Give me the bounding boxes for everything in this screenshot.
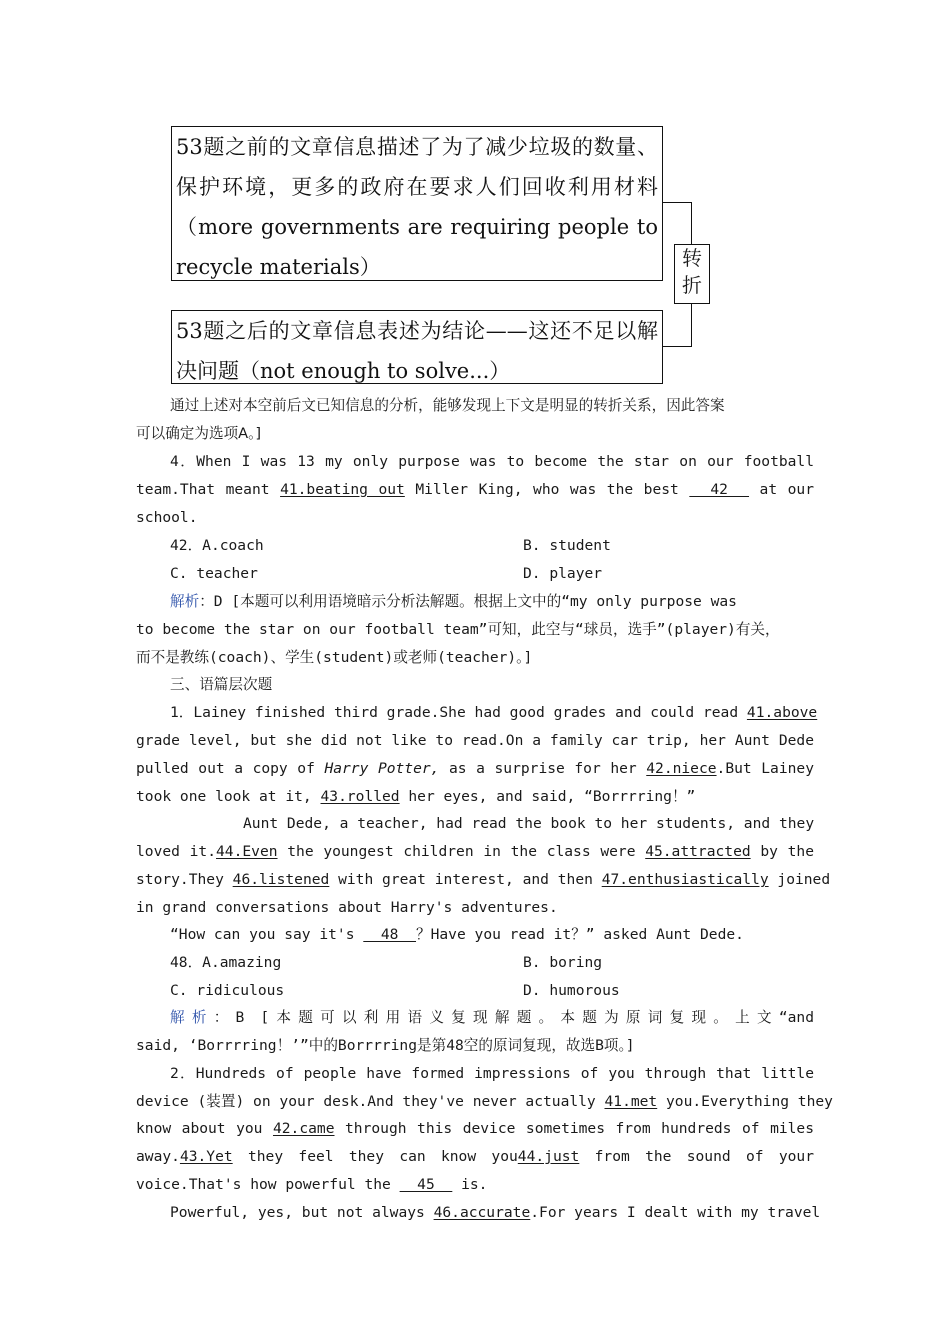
answer-45: 45.attracted	[645, 843, 751, 860]
answer-43: 43.rolled	[320, 788, 400, 805]
option-c: C. teacher	[170, 565, 258, 582]
analysis-label: 解析	[170, 593, 200, 610]
q4-line: team.That meant 41.beating out Miller King, who was the best 42 at our	[136, 481, 814, 498]
blank-42: 42	[689, 481, 750, 498]
p1-line: in grand conversations about Harry's adventures.	[136, 899, 558, 916]
analysis-line: 通过上述对本空前后文已知信息的分析，能够发现上下文是明显的转折关系，因此答案	[170, 397, 725, 414]
blank-45: 45	[399, 1176, 453, 1193]
diagram-bracket-bottom	[663, 304, 692, 347]
answer-42: 42.niece	[646, 760, 717, 777]
q4-line: 4．When I was 13 my only purpose was to become the star on our football	[170, 453, 814, 470]
answer-47: 47.enthusiastically	[601, 871, 769, 888]
answer-41: 41.above	[746, 704, 818, 721]
p1-line: loved it.44.Even the youngest children in the class were 45.attracted by the	[136, 843, 815, 860]
option-c: C. ridiculous	[170, 982, 285, 999]
p2-line: device (装置) on your desk.And they've never actually 41.met you.Everything they	[136, 1093, 833, 1110]
p1-line: 1．Lainey finished third grade.She had good grades and could read 41.above	[170, 704, 818, 721]
q4-analysis: to become the star on our football team”可知，此空与“球员，选手”(player)有关，	[136, 621, 780, 638]
option-d: D. humorous	[523, 982, 620, 999]
p1-line: “How can you say it's 48 ？Have you read it？” asked Aunt Dede.	[170, 926, 744, 943]
analysis-line: 可以确定为选项A。]	[136, 425, 262, 442]
p1-line: took one look at it, 43.rolled her eyes, and said, “Borrrring！”	[136, 788, 696, 805]
answer-41: 41.beating out	[280, 481, 405, 498]
diagram-box-after: 53题之后的文章信息表述为结论——这还不足以解决问题（not enough to solve...）	[171, 310, 663, 384]
p2-line: Powerful, yes, but not always 46.accurate.For years I dealt with my travel	[170, 1204, 821, 1221]
option-d: D. player	[523, 565, 603, 582]
p1-line: story.They 46.listened with great interest, and then 47.enthusiastically joined	[136, 871, 831, 888]
answer-44: 44.just	[517, 1148, 580, 1165]
option-b: B. boring	[523, 954, 603, 971]
diagram-bracket-top	[663, 202, 692, 245]
book-title: Harry Potter,	[324, 760, 440, 777]
q4-analysis: 而不是教练(coach)、学生(student)或老师(teacher)。]	[136, 649, 533, 666]
option-a: 42．A.coach	[170, 537, 264, 554]
p2-line: 2．Hundreds of people have formed impressions of you through that little	[170, 1065, 814, 1082]
p2-line: away.43.Yet they feel they can know you44.just from the sound of your	[136, 1148, 814, 1165]
p1-line: pulled out a copy of Harry Potter, as a surprise for her 42.niece.But Lainey	[136, 760, 814, 777]
p2-line: know about you 42.came through this device sometimes from hundreds of miles	[136, 1120, 814, 1137]
p2-line: voice.That's how powerful the 45 is.	[136, 1176, 488, 1193]
q4-line: school.	[136, 509, 198, 526]
diagram-box-before: 53题之前的文章信息描述了为了减少垃圾的数量、保护环境，更多的政府在要求人们回收利用材料（more governments are requiring people to recycle materials）	[171, 126, 663, 281]
analysis-label: 解析	[170, 1009, 214, 1026]
answer-46: 46.accurate	[433, 1204, 531, 1221]
option-a: 48．A.amazing	[170, 954, 282, 971]
answer-46: 46.listened	[232, 871, 330, 888]
answer-42: 42.came	[272, 1120, 335, 1137]
answer-44: 44.Even	[216, 843, 278, 860]
section-heading: 三、语篇层次题	[170, 676, 273, 693]
q4-analysis: 解析：D [本题可以利用语境暗示分析法解题。根据上文中的“my only purpose was	[170, 593, 737, 610]
diagram-turn-label: 转折	[674, 244, 710, 304]
p1-analysis: 解析：B [本题可以利用语义复现解题。本题为原词复现。上文“and	[170, 1009, 814, 1026]
answer-43: 43.Yet	[179, 1148, 233, 1165]
answer-41: 41.met	[604, 1093, 658, 1110]
p1-analysis: said, ‘Borrrring！’”中的Borrrring是第48空的原词复现，故选B项。]	[136, 1037, 635, 1054]
blank-48: 48	[363, 926, 417, 943]
option-b: B. student	[523, 537, 611, 554]
p1-line: grade level, but she did not like to read.On a family car trip, her Aunt Dede	[136, 732, 814, 749]
p1-line: Aunt Dede, a teacher, had read the book to her students, and they	[243, 815, 815, 832]
